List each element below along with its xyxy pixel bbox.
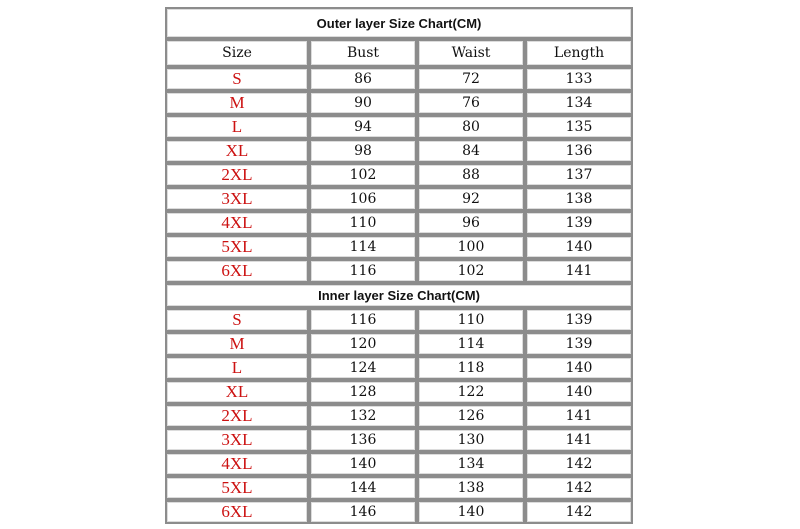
size-table <box>165 7 633 524</box>
inner-length-cell: 141 <box>525 428 633 452</box>
inner-bust-cell: 116 <box>309 308 417 332</box>
outer-table-row <box>165 211 633 235</box>
outer-waist-cell: 100 <box>417 235 525 259</box>
outer-length-cell: 133 <box>525 67 633 91</box>
outer-bust-cell: 110 <box>309 211 417 235</box>
inner-length-cell: 139 <box>525 332 633 356</box>
outer-table-row <box>165 139 633 163</box>
outer-size-cell: 5XL <box>165 235 309 259</box>
inner-waist-cell: 118 <box>417 356 525 380</box>
outer-table-row <box>165 163 633 187</box>
inner-length-cell: 141 <box>525 404 633 428</box>
outer-bust-cell: 98 <box>309 139 417 163</box>
outer-title-row <box>165 7 633 39</box>
inner-size-cell: 3XL <box>165 428 309 452</box>
inner-bust-cell: 124 <box>309 356 417 380</box>
header-row <box>165 39 633 67</box>
inner-bust-cell: 140 <box>309 452 417 476</box>
outer-waist-cell: 72 <box>417 67 525 91</box>
inner-waist-cell: 140 <box>417 500 525 524</box>
outer-bust-cell: 86 <box>309 67 417 91</box>
outer-table-row <box>165 115 633 139</box>
inner-length-cell: 142 <box>525 452 633 476</box>
outer-length-cell: 140 <box>525 235 633 259</box>
size-chart <box>165 7 633 524</box>
outer-length-cell: 141 <box>525 259 633 283</box>
inner-size-cell: 5XL <box>165 476 309 500</box>
outer-waist-cell: 102 <box>417 259 525 283</box>
inner-table-row <box>165 452 633 476</box>
inner-size-cell: XL <box>165 380 309 404</box>
inner-bust-cell: 144 <box>309 476 417 500</box>
inner-length-cell: 139 <box>525 308 633 332</box>
inner-waist-cell: 134 <box>417 452 525 476</box>
inner-waist-cell: 110 <box>417 308 525 332</box>
outer-length-cell: 136 <box>525 139 633 163</box>
inner-title-row <box>165 283 633 308</box>
outer-waist-cell: 88 <box>417 163 525 187</box>
header-waist: Waist <box>417 39 525 67</box>
outer-table-row <box>165 67 633 91</box>
inner-bust-cell: 128 <box>309 380 417 404</box>
inner-bust-cell: 136 <box>309 428 417 452</box>
outer-bust-cell: 114 <box>309 235 417 259</box>
outer-size-cell: 2XL <box>165 163 309 187</box>
inner-size-cell: S <box>165 308 309 332</box>
outer-length-cell: 138 <box>525 187 633 211</box>
inner-size-cell: 4XL <box>165 452 309 476</box>
inner-length-cell: 142 <box>525 476 633 500</box>
inner-waist-cell: 122 <box>417 380 525 404</box>
outer-bust-cell: 90 <box>309 91 417 115</box>
outer-bust-cell: 116 <box>309 259 417 283</box>
outer-size-cell: L <box>165 115 309 139</box>
outer-waist-cell: 96 <box>417 211 525 235</box>
inner-table-row <box>165 428 633 452</box>
inner-length-cell: 140 <box>525 380 633 404</box>
outer-table-row <box>165 91 633 115</box>
inner-length-cell: 140 <box>525 356 633 380</box>
inner-table-row <box>165 308 633 332</box>
outer-table-row <box>165 259 633 283</box>
outer-size-cell: 4XL <box>165 211 309 235</box>
inner-waist-cell: 126 <box>417 404 525 428</box>
inner-waist-cell: 114 <box>417 332 525 356</box>
inner-size-cell: M <box>165 332 309 356</box>
inner-table-row <box>165 332 633 356</box>
outer-bust-cell: 94 <box>309 115 417 139</box>
header-bust: Bust <box>309 39 417 67</box>
inner-table-row <box>165 356 633 380</box>
inner-waist-cell: 138 <box>417 476 525 500</box>
outer-length-cell: 135 <box>525 115 633 139</box>
outer-length-cell: 134 <box>525 91 633 115</box>
inner-waist-cell: 130 <box>417 428 525 452</box>
inner-table-row <box>165 380 633 404</box>
inner-size-cell: 2XL <box>165 404 309 428</box>
inner-chart-title: Inner layer Size Chart(CM) <box>165 283 633 308</box>
inner-bust-cell: 146 <box>309 500 417 524</box>
inner-bust-cell: 120 <box>309 332 417 356</box>
inner-length-cell: 142 <box>525 500 633 524</box>
inner-size-cell: 6XL <box>165 500 309 524</box>
outer-chart-title: Outer layer Size Chart(CM) <box>165 7 633 39</box>
outer-length-cell: 139 <box>525 211 633 235</box>
inner-bust-cell: 132 <box>309 404 417 428</box>
outer-size-cell: XL <box>165 139 309 163</box>
outer-waist-cell: 84 <box>417 139 525 163</box>
outer-waist-cell: 80 <box>417 115 525 139</box>
outer-size-cell: M <box>165 91 309 115</box>
inner-table-row <box>165 404 633 428</box>
outer-bust-cell: 102 <box>309 163 417 187</box>
inner-size-cell: L <box>165 356 309 380</box>
outer-table-row <box>165 235 633 259</box>
inner-table-row <box>165 476 633 500</box>
outer-waist-cell: 92 <box>417 187 525 211</box>
outer-table-row <box>165 187 633 211</box>
header-length: Length <box>525 39 633 67</box>
header-size: Size <box>165 39 309 67</box>
inner-table-row <box>165 500 633 524</box>
size-table-body <box>165 7 633 524</box>
outer-size-cell: S <box>165 67 309 91</box>
outer-size-cell: 3XL <box>165 187 309 211</box>
outer-size-cell: 6XL <box>165 259 309 283</box>
outer-bust-cell: 106 <box>309 187 417 211</box>
outer-length-cell: 137 <box>525 163 633 187</box>
outer-waist-cell: 76 <box>417 91 525 115</box>
